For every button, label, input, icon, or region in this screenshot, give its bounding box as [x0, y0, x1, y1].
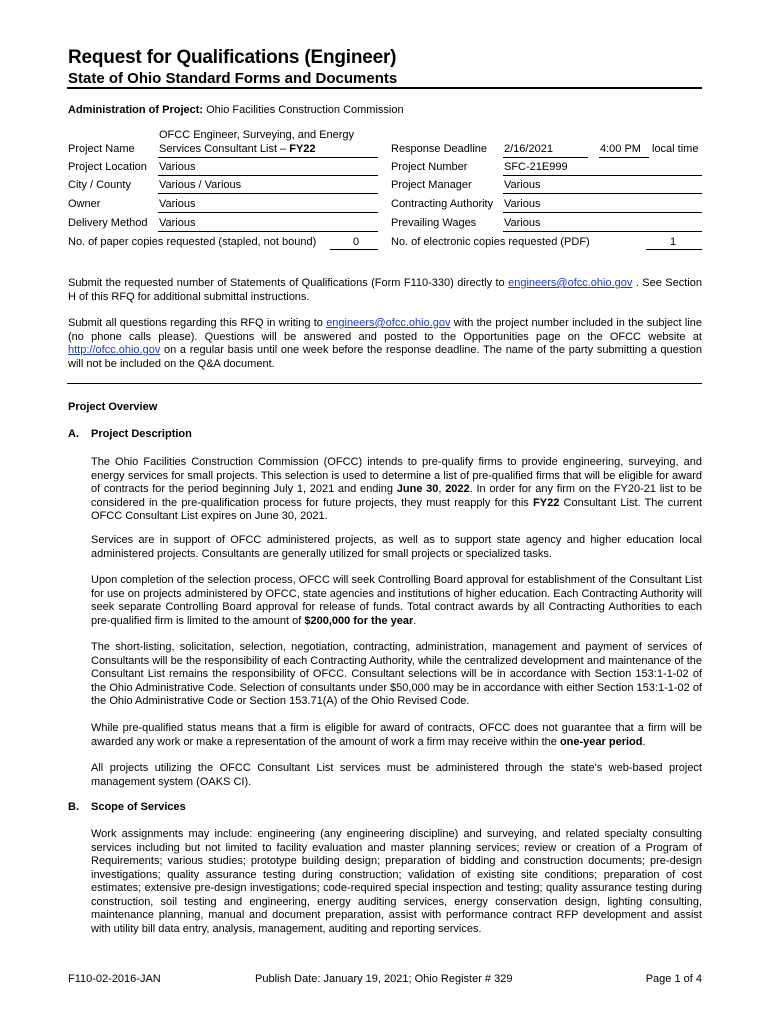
end-date-bold: June 30 [396, 483, 439, 495]
contracting-authority-underline [503, 212, 702, 213]
scope-paragraph: Work assignments may include: engineering (any engineering discipline) and surveying, and related specialty consulting services including but not limited to facility evaluation and master planning services; review or creation of a Program of Requirements; various studies; prototype building design; preparation of bidding and construction documents; pre-design investigations; quality assurance testing during construction; validation of existing site conditions; preparation of cost estimates; extensive pre-design investigations; code-required special inspection and testing; quality assurance testing during construction, soil testing and engineering, energy auditing services, energy conservation design, lighting consulting, maintenance planning, manual and document preparation, assist with performance contract RFP development and assist with utility bill data entry, analysis, management, auditing and reporting services. [91, 828, 702, 935]
prequalified-text-end: . [642, 735, 646, 748]
response-deadline-date-underline [503, 157, 588, 158]
paper-copies-underline [330, 249, 378, 250]
questions-paragraph [68, 317, 702, 371]
city-county-value: Various / Various [159, 179, 242, 191]
project-name-value-line2 [159, 143, 316, 155]
project-number-value: SFC-21E999 [504, 161, 568, 173]
paper-copies-label: No. of paper copies requested (stapled, not bound) [68, 236, 317, 248]
project-name-label: Project Name [68, 143, 135, 155]
footer-page-number: Page 1 of 4 [645, 973, 702, 985]
description-paragraph-5 [91, 722, 702, 749]
administration-line [68, 104, 404, 116]
description-paragraph-3 [91, 574, 702, 628]
electronic-copies-value: 1 [670, 236, 677, 248]
project-location-value: Various [159, 161, 196, 173]
project-manager-underline [503, 193, 702, 194]
submission-paragraph [68, 277, 702, 304]
city-county-label: City / County [68, 179, 131, 191]
section-divider [67, 383, 702, 384]
project-overview-heading: Project Overview [68, 401, 158, 413]
description-paragraph-1 [91, 456, 702, 524]
contracting-authority-label: Contracting Authority [391, 198, 494, 210]
electronic-copies-label: No. of electronic copies requested (PDF) [391, 236, 590, 248]
response-deadline-time: 4:00 PM [600, 143, 641, 155]
prevailing-wages-label: Prevailing Wages [391, 217, 477, 229]
description-text: The Ohio Facilities Construction Commission (OFCC) intends to pre-qualify firms to provide engineering, surveying, and energy services for small projects. This selection is used to determine a list of pre-qualified firms that will be eligible for award of contracts for the period beginning July 1, 2021 and ending [91, 456, 702, 495]
contracting-authority-value: Various [504, 198, 541, 210]
electronic-copies-underline [646, 249, 702, 250]
admin-value: Ohio Facilities Construction Commission [206, 104, 404, 116]
header-rule [67, 87, 702, 89]
project-manager-label: Project Manager [391, 179, 472, 191]
submission-text-end: . See Section H of this RFQ for additional submittal instructions. [68, 277, 702, 303]
ofcc-website-link[interactable]: http://ofcc.ohio.gov [68, 344, 161, 356]
delivery-method-underline [158, 231, 378, 232]
award-limit-bold: $200,000 for the year [304, 614, 414, 627]
response-deadline-date: 2/16/2021 [504, 143, 553, 155]
delivery-method-value: Various [159, 217, 196, 229]
section-a-letter: A. [68, 428, 79, 440]
project-manager-value: Various [504, 179, 541, 191]
owner-value: Various [159, 198, 196, 210]
description-paragraph-2: Services are in support of OFCC administered projects, as well as to support state agency and higher education local administered projects. Consultants are generally utilized for small projects or specialized tasks. [91, 534, 702, 560]
delivery-method-label: Delivery Method [68, 217, 148, 229]
description-text-mid: . In order for any firm on the FY20-21 list to be considered in the pre-qualification process for future projects, they must reapply for this [91, 483, 702, 509]
document-subtitle: State of Ohio Standard Forms and Documents [68, 70, 398, 87]
project-number-underline [503, 175, 702, 176]
response-deadline-label: Response Deadline [391, 143, 488, 155]
questions-text-end: on a regular basis until one week before the response deadline. The name of the party submitting a question will not be included on the Q&A document. [68, 344, 702, 370]
prevailing-wages-underline [503, 231, 702, 232]
submission-email-link[interactable]: engineers@ofcc.ohio.gov [508, 277, 633, 289]
admin-label: Administration of Project: [68, 104, 204, 116]
questions-text: Submit all questions regarding this RFQ in writing to [68, 317, 327, 329]
owner-label: Owner [68, 198, 101, 210]
approval-text-end: . [413, 614, 417, 627]
project-name-fy: FY22 [289, 143, 316, 155]
description-comma: , [438, 483, 446, 495]
section-b-title: Scope of Services [91, 801, 186, 813]
section-a-title: Project Description [91, 428, 192, 440]
description-paragraph-6: All projects utilizing the OFCC Consultant List services must be administered through the state's web-based project management system (OAKS CI). [91, 762, 702, 788]
footer-form-id: F110-02-2016-JAN [68, 973, 161, 985]
project-number-label: Project Number [391, 161, 468, 173]
document-title: Request for Qualifications (Engineer) [68, 47, 397, 68]
questions-text-mid: with the project number included in the subject line (no phone calls please). Questions will be answered and posted to the Opportunities page on the OFCC website at [68, 317, 702, 343]
project-location-underline [158, 175, 378, 176]
footer-publish-date: Publish Date: January 19, 2021; Ohio Register # 329 [255, 973, 513, 985]
project-name-text: Services Consultant List – [159, 143, 287, 155]
response-deadline-timezone: local time [652, 143, 699, 155]
questions-email-link[interactable]: engineers@ofcc.ohio.gov [326, 317, 451, 329]
one-year-period-bold: one-year period [559, 735, 643, 748]
approval-text: Upon completion of the selection process, OFCC will seek Controlling Board approval for establishment of the Consultant List for use on projects administered by OFCC, state agencies and institutions of higher education. Each Contracting Authority will seek separate Controlling Board approval for release of funds. Total contract awards by all Contracting Authorities to each pre-qualified firm is limited to the amount of [91, 574, 702, 627]
description-text-end: Consultant List. The current OFCC Consultant List expires on June 30, 2021. [91, 496, 703, 522]
prequalified-text: While pre-qualified status means that a firm is eligible for award of contracts, OFCC does not guarantee that a firm will be awarded any work or make a representation of the amount of work a firm may receive within the [91, 722, 702, 748]
paper-copies-value: 0 [353, 236, 360, 248]
section-b-letter: B. [68, 801, 79, 813]
fy22-bold: FY22 [533, 496, 560, 509]
submission-text: Submit the requested number of Statements of Qualifications (Form F110-330) directly to [68, 277, 509, 289]
project-name-underline [158, 157, 378, 158]
owner-underline [158, 212, 378, 213]
end-year-bold: 2022 [445, 483, 470, 495]
description-paragraph-4: The short-listing, solicitation, selection, negotiation, contracting, administration, management and payment of services of Consultants will be the responsibility of each Contracting Authority, while the centralized development and maintenance of the Consultant List remains the responsibility of OFCC. Consultant selections will be in accordance with Section 153:1-1-02 of the Ohio Administrative Code. Selection of consultants under $50,000 may be in accordance with either Section 153:1-1-02 of the Ohio Administrative Code or Section 153.71(A) of the Ohio Revised Code. [91, 641, 702, 707]
project-name-value-line1: OFCC Engineer, Surveying, and Energy [159, 129, 355, 141]
prevailing-wages-value: Various [504, 217, 541, 229]
response-deadline-time-underline [599, 157, 649, 158]
project-location-label: Project Location [68, 161, 147, 173]
city-county-underline [158, 193, 378, 194]
